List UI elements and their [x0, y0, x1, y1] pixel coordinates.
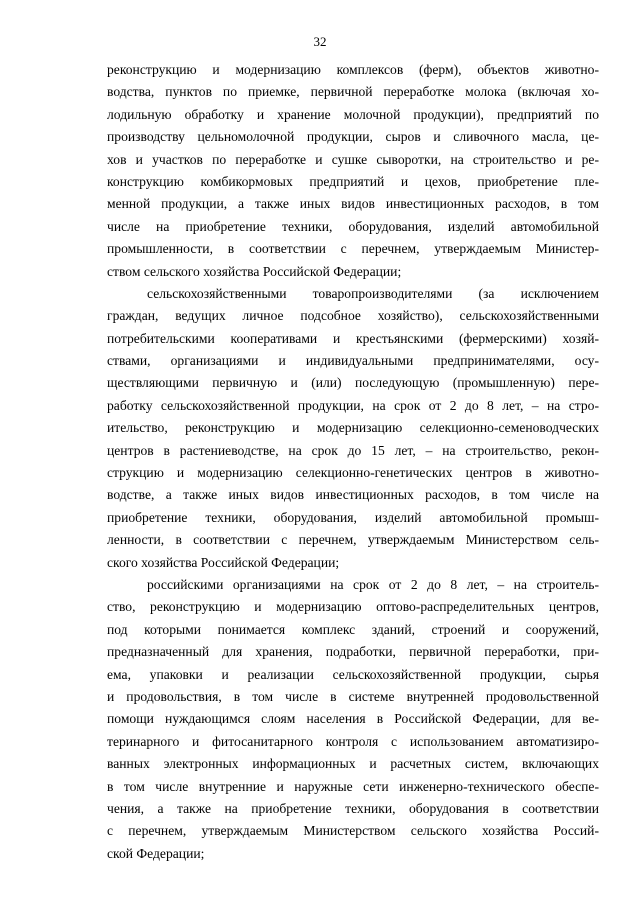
text-line: менной продукции, а также иных видов инвестиционных расходов, в том	[107, 196, 599, 212]
text-line: конструкцию комбикормовых предприятий и цехов, приобретение пле-	[107, 173, 599, 189]
text-line: водстве, а также иных видов инвестиционных расходов, в том числе на	[107, 487, 599, 503]
document-body	[107, 59, 599, 865]
text-line: центров в растениеводстве, на срок до 15 лет, – на строительство, рекон-	[107, 442, 599, 458]
text-line: ской Федерации;	[107, 845, 205, 861]
text-line: ствами, организациями и индивидуальными предпринимателями, осу-	[107, 353, 599, 369]
text-line: водства, пунктов по приемке, первичной переработке молока (включая хо-	[107, 84, 599, 100]
text-line: струкцию и модернизацию селекционно-генетических центров в животно-	[107, 465, 599, 481]
text-line: ема, упаковки и реализации сельскохозяйственной продукции, сырья	[107, 666, 599, 682]
text-line: работку сельскохозяйственной продукции, на срок от 2 до 8 лет, – на стро-	[107, 397, 599, 413]
text-line: с перечнем, утверждаемым Министерством сельского хозяйства Россий-	[107, 823, 599, 839]
text-line: российскими организациями на срок от 2 до 8 лет, – на строитель-	[147, 576, 599, 592]
text-line: помощи нуждающимся слоям населения в Российской Федерации, для ве-	[107, 711, 599, 727]
page-number: 32	[313, 34, 327, 49]
text-line: хов и участков по переработке и сушке сыворотки, на строительство и ре-	[107, 151, 599, 167]
text-line: ществляющими первичную и (или) последующую (промышленную) пере-	[107, 375, 599, 391]
text-line: под которыми понимается комплекс зданий, строений и сооружений,	[107, 621, 599, 637]
text-line: ванных электронных информационных и расчетных систем, включающих	[107, 756, 599, 772]
text-line: реконструкцию и модернизацию комплексов (ферм), объектов животно-	[107, 62, 599, 77]
text-line: граждан, ведущих личное подсобное хозяйство), сельскохозяйственными	[107, 308, 599, 324]
text-line: сельскохозяйственными товаропроизводителями (за исключением	[147, 285, 599, 301]
text-line: ительство, реконструкцию и модернизацию селекционно-семеноводческих	[107, 420, 599, 436]
text-line: ство, реконструкцию и модернизацию оптово-распределительных центров,	[107, 599, 599, 615]
text-line: приобретение техники, оборудования, изделий автомобильной промыш-	[107, 509, 599, 525]
text-line: производству цельномолочной продукции, сыров и сливочного масла, це-	[107, 129, 599, 145]
text-line: теринарного и фитосанитарного контроля с использованием автоматизиро-	[107, 733, 599, 749]
text-line: промышленности, в соответствии с перечнем, утверждаемым Министер-	[107, 241, 599, 257]
text-line: ленности, в соответствии с перечнем, утверждаемым Министерством сель-	[107, 532, 599, 548]
text-line: и продовольствия, в том числе в системе внутренней продовольственной	[107, 688, 599, 704]
text-line: числе на приобретение техники, оборудования, изделий автомобильной	[107, 218, 599, 234]
text-line: в том числе внутренние и наружные сети инженерно-технического обеспе-	[107, 778, 599, 794]
text-line: потребительскими кооперативами и крестьянскими (фермерскими) хозяй-	[107, 330, 599, 346]
text-line: чения, а также на приобретение техники, оборудования в соответствии	[107, 800, 599, 816]
text-line: ского хозяйства Российской Федерации;	[107, 554, 340, 570]
text-line: предназначенный для хранения, подработки, первичной переработки, при-	[107, 644, 599, 660]
text-line: ством сельского хозяйства Российской Федерации;	[107, 263, 402, 279]
text-line: лодильную обработку и хранение молочной продукции), предприятий по	[107, 106, 599, 122]
